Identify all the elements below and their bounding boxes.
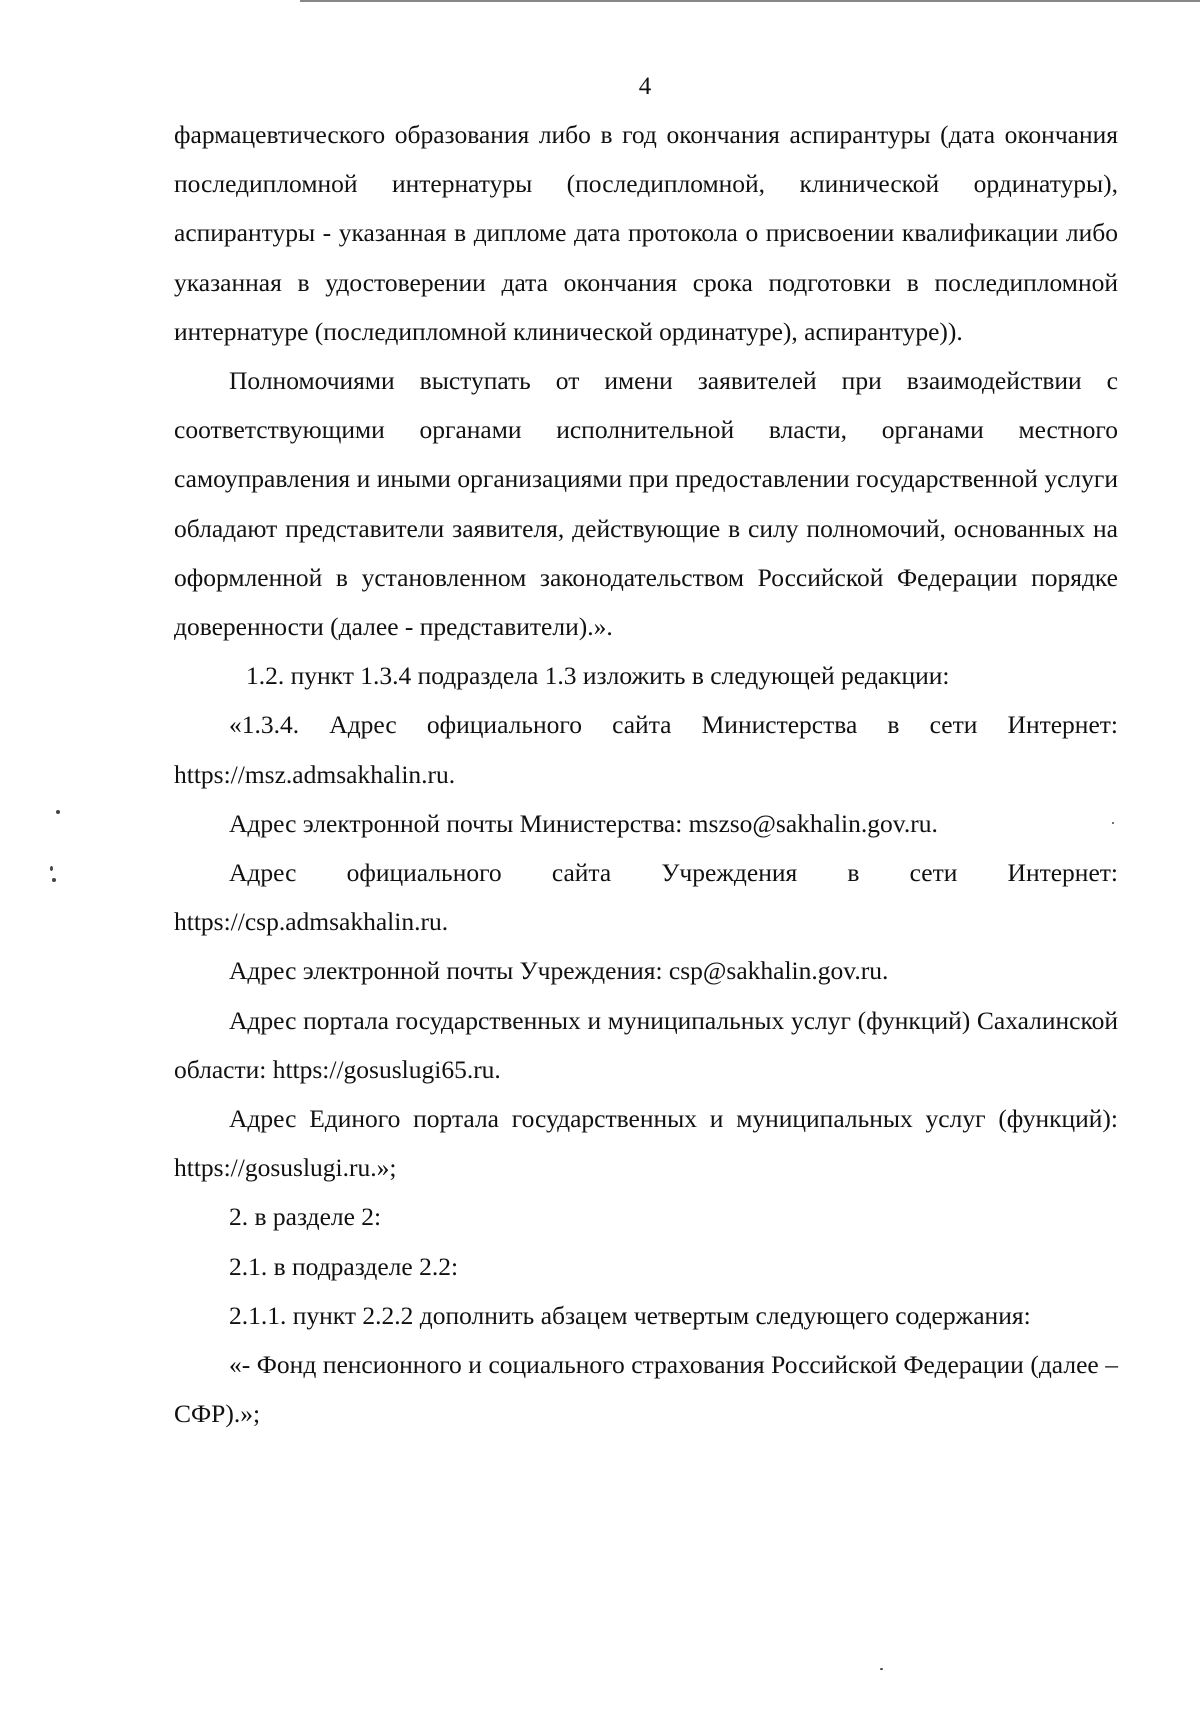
- scan-speck: [56, 810, 60, 814]
- document-body: [174, 110, 1118, 1438]
- paragraph-item-1-2: 1.2. пункт 1.3.4 подраздела 1.3 изложить в следующей редакции:: [246, 661, 950, 691]
- paragraph-ministry-website: «1.3.4. Адрес официального сайта Министерства в сети Интернет: https://msz.admsakhalin.ru.: [174, 710, 1118, 789]
- paragraph-pension-fund: «- Фонд пенсионного и социального страхования Российской Федерации (далее – СФР).»;: [174, 1350, 1118, 1429]
- scan-speck: [50, 866, 53, 871]
- paragraph-unified-portal: Адрес Единого портала государственных и муниципальных услуг (функций): https://gosuslugi.ru.»;: [174, 1104, 1118, 1183]
- paragraph-section-2: 2. в разделе 2:: [229, 1202, 382, 1232]
- paragraph-regional-portal: Адрес портала государственных и муниципальных услуг (функций) Сахалинской области: https://gosuslugi65.ru.: [174, 1005, 1118, 1084]
- paragraph-institution-website: Адрес официального сайта Учреждения в сети Интернет: https://csp.admsakhalin.ru.: [174, 858, 1118, 937]
- scan-speck: [52, 878, 56, 882]
- paragraph-ministry-email: Адрес электронной почты Министерства: mszso@sakhalin.gov.ru.: [229, 808, 938, 838]
- paragraph-item-2-1-1: 2.1.1. пункт 2.2.2 дополнить абзацем четвертым следующего содержания:: [229, 1300, 1031, 1330]
- paragraph-institution-email: Адрес электронной почты Учреждения: csp@sakhalin.gov.ru.: [229, 956, 889, 986]
- paragraph-subsection-2-1: 2.1. в подразделе 2.2:: [229, 1251, 459, 1281]
- page-number: 4: [638, 73, 652, 100]
- paragraph-qualification-date: фармацевтического образования либо в год окончания аспирантуры (дата окончания последипломной интернатуры (последипломной, клинической ординатуры), аспирантуры - указанная в дипломе дата протокола о присвоении квалификации либо указанная в удостоверении дата окончания срока подготовки в последипломной интернатуре (последипломной клинической ординатуре), аспирантуре)).: [174, 120, 1118, 346]
- scan-speck: [880, 1668, 883, 1670]
- top-border-line: [300, 0, 1200, 2]
- paragraph-representatives: Полномочиями выступать от имени заявителей при взаимодействии с соответствующими органами исполнительной власти, органами местного самоуправления и иными организациями при предоставлении государственной услуги обладают представители заявителя, действующие в силу полномочий, основанных на оформленной в установленном законодательством Российской Федерации порядке доверенности (далее - представители).».: [174, 366, 1118, 642]
- scan-speck: [1112, 822, 1114, 824]
